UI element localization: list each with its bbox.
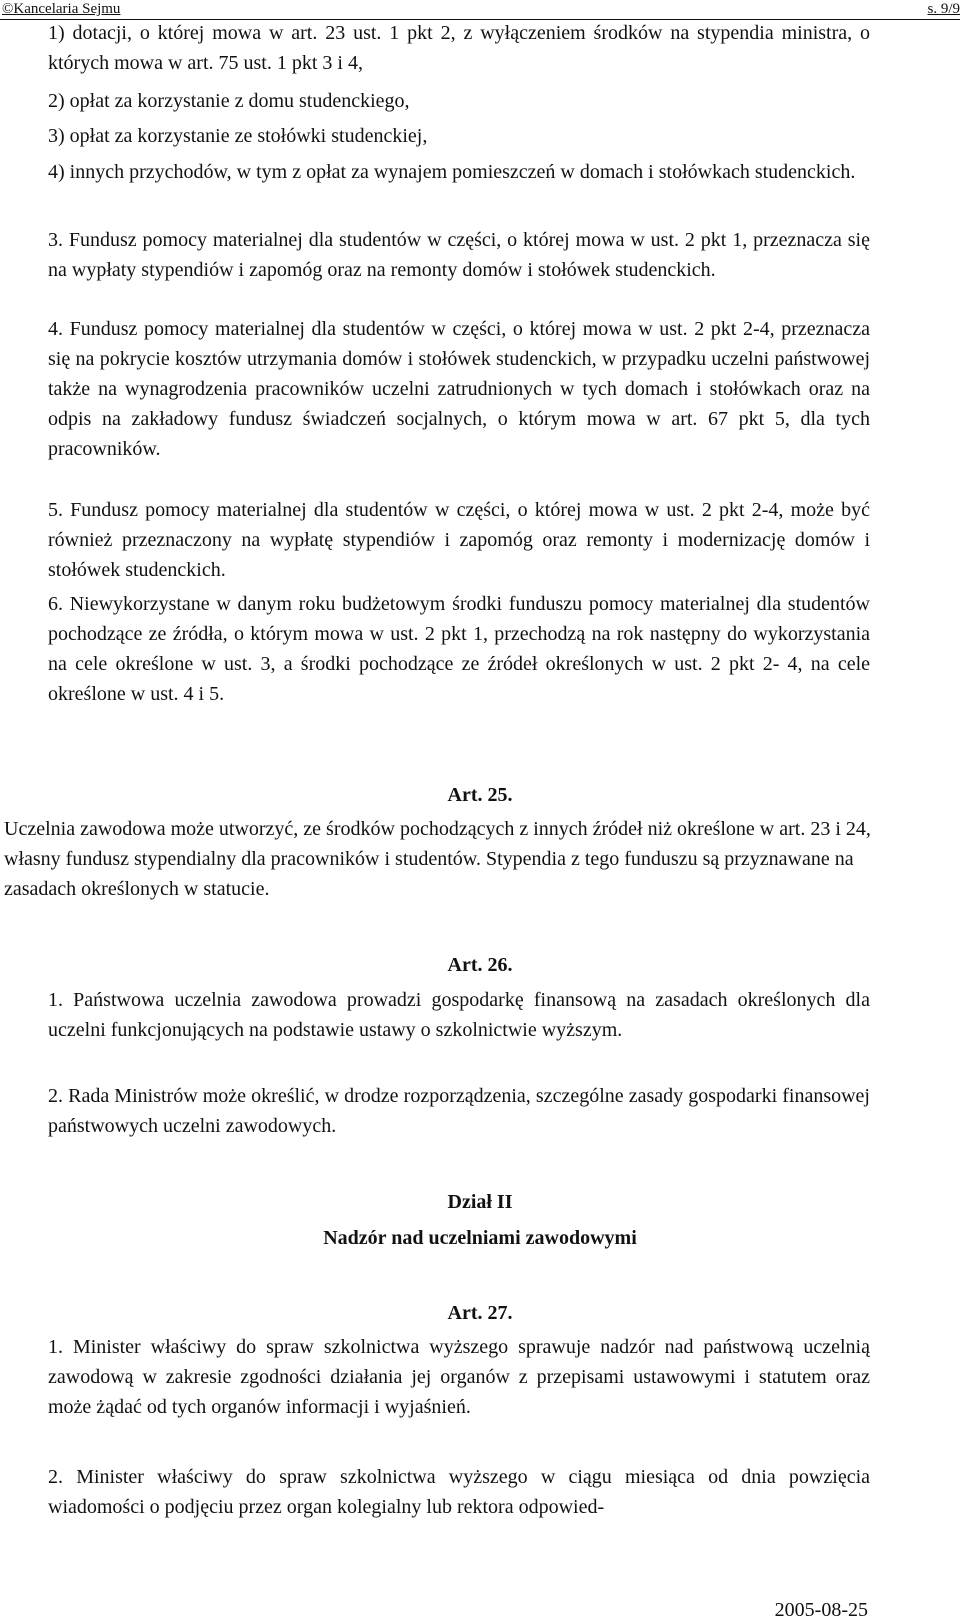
list-item-2: 2) opłat za korzystanie z domu studenckiego,: [48, 90, 410, 112]
art-26-title: Art. 26.: [447, 954, 513, 976]
art-25-title: Art. 25.: [447, 784, 513, 806]
art-26-paragraph-2: 2. Rada Ministrów może określić, w drodze rozporządzenia, szczególne zasady gospodarki finansowej państwowych uczelni zawodowych.: [48, 1085, 870, 1137]
division-subtitle: Nadzór nad uczelniami zawodowymi: [323, 1227, 637, 1249]
paragraph-5: 5. Fundusz pomocy materialnej dla studentów w części, o której mowa w ust. 2 pkt 2-4, może być również przeznaczony na wypłatę stypendiów i zapomóg oraz remonty i modernizację domów i stołówek studenckich.: [48, 499, 870, 581]
division-title: Dział II: [447, 1191, 513, 1213]
art-27-title: Art. 27.: [447, 1302, 513, 1324]
page-number: s. 9/9: [927, 1, 960, 17]
page-header-left: ©Kancelaria Sejmu: [2, 1, 121, 17]
paragraph-6: 6. Niewykorzystane w danym roku budżetowym środki funduszu pomocy materialnej dla studentów pochodzące ze źródła, o którym mowa w ust. 2 pkt 1, przechodzą na rok następny do wykorzystania na cele określone w ust. 3, a środki pochodzące ze źródeł określonych w ust. 2 pkt 2- 4, na cele określone w ust. 4 i 5.: [48, 593, 870, 705]
art-25-text: Uczelnia zawodowa może utworzyć, ze środków pochodzących z innych źródeł niż określone w art. 23 i 24, własny fundusz stypendialny dla pracowników i studentów. Stypendia z tego funduszu są przyznawane na zasadach określonych w statucie.: [4, 818, 871, 900]
list-item-1: 1) dotacji, o której mowa w art. 23 ust. 1 pkt 2, z wyłączeniem środków na stypendia ministra, o których mowa w art. 75 ust. 1 pkt 3 i 4,: [48, 22, 870, 74]
footer-date: 2005-08-25: [774, 1599, 868, 1621]
paragraph-3: 3. Fundusz pomocy materialnej dla studentów w części, o której mowa w ust. 2 pkt 1, przeznacza się na wypłaty stypendiów i zapomóg oraz na remonty domów i stołówek studenckich.: [48, 229, 870, 281]
art-27-paragraph-1: 1. Minister właściwy do spraw szkolnictwa wyższego sprawuje nadzór nad państwową uczelnią zawodową w zakresie zgodności działania jej organów z przepisami ustawowymi i statutem oraz może żądać od tych organów informacji i wyjaśnień.: [48, 1336, 870, 1418]
art-26-paragraph-1: 1. Państwowa uczelnia zawodowa prowadzi gospodarkę finansową na zasadach określonych dla uczelni funkcjonujących na podstawie ustawy o szkolnictwie wyższym.: [48, 989, 870, 1041]
list-item-4: 4) innych przychodów, w tym z opłat za wynajem pomieszczeń w domach i stołówkach studenckich.: [48, 161, 856, 183]
art-27-paragraph-2: 2. Minister właściwy do spraw szkolnictwa wyższego w ciągu miesiąca od dnia powzięcia wiadomości o podjęciu przez organ kolegialny lub rektora odpowied-: [48, 1466, 870, 1518]
list-item-3: 3) opłat za korzystanie ze stołówki studenckiej,: [48, 125, 428, 147]
paragraph-4: 4. Fundusz pomocy materialnej dla studentów w części, o której mowa w ust. 2 pkt 2-4, przeznacza się na pokrycie kosztów utrzymania domów i stołówek studenckich, w przypadku uczelni państwowej także na wynagrodzenia pracowników uczelni zatrudnionych w tych domach i stołówkach oraz na odpis na zakładowy fundusz świadczeń socjalnych, o którym mowa w art. 67 pkt 5, dla tych pracowników.: [48, 318, 870, 460]
